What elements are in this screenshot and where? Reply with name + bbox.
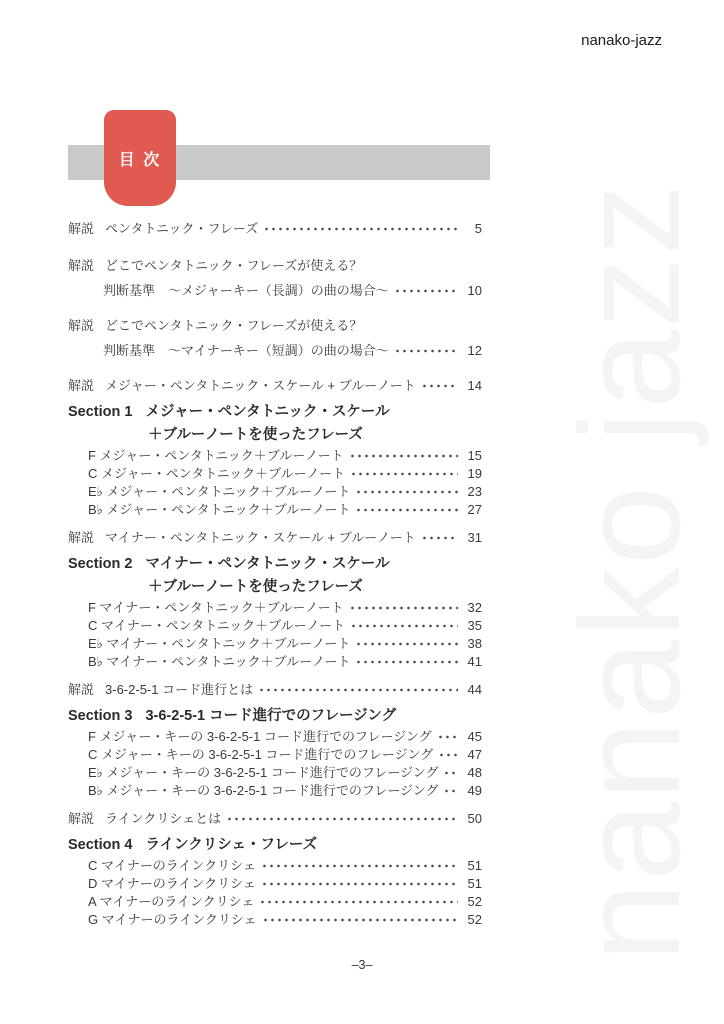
section-label: Section 4 <box>68 837 133 853</box>
entry-page-number: 50 <box>467 811 482 826</box>
toc-entry <box>68 653 482 671</box>
entry-title: F メジャー・キーの 3-6-2-5-1 コード進行でのフレージング <box>88 729 432 744</box>
entry-page-number: 27 <box>467 502 482 517</box>
section-label: Section 2 <box>68 556 133 572</box>
dot-leader <box>259 893 458 911</box>
entry-title: ペンタトニック・フレーズ <box>105 221 259 236</box>
toc-entry <box>68 501 482 519</box>
kaisetsu-label: 解説 <box>68 318 95 333</box>
toc-entry <box>68 635 482 653</box>
dot-leader <box>355 635 458 653</box>
entry-page-number: 5 <box>474 221 482 236</box>
dot-leader <box>355 653 458 671</box>
entry-title: メジャー・ペンタトニック・スケール + ブルーノート <box>105 378 416 393</box>
kaisetsu-label: 解説 <box>68 682 95 697</box>
toc-entry <box>68 835 482 855</box>
toc-entry <box>68 529 482 547</box>
dot-leader <box>355 483 458 501</box>
toc-entry <box>68 282 482 300</box>
toc-entry <box>68 728 482 746</box>
entry-page-number: 23 <box>467 484 482 499</box>
dot-leader <box>394 282 458 300</box>
entry-page-number: 52 <box>467 894 482 909</box>
entry-page-number: 41 <box>467 654 482 669</box>
entry-title: C マイナー・ペンタトニック＋ブルーノート <box>88 618 346 633</box>
entry-page-number: 45 <box>467 729 482 744</box>
entry-title: F マイナー・ペンタトニック＋ブルーノート <box>88 600 344 615</box>
toc-entry <box>68 402 482 422</box>
entry-title: ラインクリシェとは <box>105 811 222 826</box>
toc-entry <box>68 857 482 875</box>
toc-entry <box>68 893 482 911</box>
entry-title: D マイナーのラインクリシェ <box>88 876 256 891</box>
entry-page-number: 14 <box>467 378 482 393</box>
entry-page-number: 12 <box>467 343 482 358</box>
section-label: Section 1 <box>68 404 133 420</box>
dot-leader <box>443 764 458 782</box>
entry-title: 3-6-2-5-1 コード進行でのフレージング <box>145 708 397 724</box>
toc-entry <box>68 447 482 465</box>
toc-entry <box>68 782 482 800</box>
entry-title: 判断基準 〜メジャーキー（長調）の曲の場合〜 <box>103 283 389 298</box>
dot-leader <box>258 681 458 699</box>
toc-entry <box>68 810 482 828</box>
toc-entry <box>68 257 482 275</box>
kaisetsu-label: 解説 <box>68 221 95 236</box>
entry-page-number: 51 <box>467 858 482 873</box>
toc-entry <box>68 617 482 635</box>
entry-title: どこでペンタトニック・フレーズが使える？ <box>105 318 363 333</box>
dot-leader <box>438 746 458 764</box>
toc-entry <box>68 317 482 335</box>
toc-entry <box>68 425 482 445</box>
entry-title: E♭ マイナー・ペンタトニック＋ブルーノート <box>88 636 351 651</box>
kaisetsu-label: 解説 <box>68 530 95 545</box>
toc-entry <box>68 554 482 574</box>
toc-entry <box>68 377 482 395</box>
entry-title: A マイナーのラインクリシェ <box>88 894 255 909</box>
entry-page-number: 19 <box>467 466 482 481</box>
dot-leader <box>421 377 458 395</box>
entry-title: C メジャー・ペンタトニック＋ブルーノート <box>88 466 346 481</box>
entry-title: C マイナーのラインクリシェ <box>88 858 256 873</box>
toc-list <box>68 220 482 929</box>
entry-title: マイナー・ペンタトニック・スケール <box>145 556 390 572</box>
entry-page-number: 48 <box>467 765 482 780</box>
dot-leader <box>263 220 458 238</box>
dot-leader <box>437 728 458 746</box>
entry-title: B♭ メジャー・ペンタトニック＋ブルーノート <box>88 502 351 517</box>
dot-leader <box>262 911 458 929</box>
dot-leader <box>349 599 458 617</box>
entry-page-number: 51 <box>467 876 482 891</box>
kaisetsu-label: 解説 <box>68 378 95 393</box>
toc-entry <box>68 599 482 617</box>
entry-title: F メジャー・ペンタトニック＋ブルーノート <box>88 448 344 463</box>
entry-title: E♭ メジャー・ペンタトニック＋ブルーノート <box>88 484 351 499</box>
entry-title: B♭ マイナー・ペンタトニック＋ブルーノート <box>88 654 351 669</box>
dot-leader <box>261 875 458 893</box>
entry-page-number: 32 <box>467 600 482 615</box>
entry-title: 判断基準 〜マイナーキー（短調）の曲の場合〜 <box>103 343 389 358</box>
entry-page-number: 10 <box>467 283 482 298</box>
entry-page-number: 44 <box>467 682 482 697</box>
kaisetsu-label: 解説 <box>68 258 95 273</box>
section-label: Section 3 <box>68 708 133 724</box>
toc-entry <box>68 681 482 699</box>
entry-title: マイナー・ペンタトニック・スケール + ブルーノート <box>105 530 416 545</box>
dot-leader <box>350 465 458 483</box>
kaisetsu-label: 解説 <box>68 811 95 826</box>
dot-leader <box>350 617 458 635</box>
entry-title: どこでペンタトニック・フレーズが使える？ <box>105 258 363 273</box>
toc-entry <box>68 220 482 238</box>
dot-leader <box>226 810 458 828</box>
toc-entry <box>68 764 482 782</box>
entry-page-number: 52 <box>467 912 482 927</box>
dot-leader <box>421 529 458 547</box>
entry-page-number: 15 <box>467 448 482 463</box>
entry-title: ＋ブルーノートを使ったフレーズ <box>148 427 363 443</box>
entry-page-number: 49 <box>467 783 482 798</box>
toc-entry <box>68 465 482 483</box>
entry-title: ＋ブルーノートを使ったフレーズ <box>148 579 363 595</box>
entry-title: メジャー・ペンタトニック・スケール <box>145 404 390 420</box>
dot-leader <box>355 501 458 519</box>
brand-header: nanako-jazz <box>581 32 662 49</box>
toc-title-label: 目 次 <box>118 151 162 169</box>
toc-entry <box>68 911 482 929</box>
entry-title: ラインクリシェ・フレーズ <box>145 837 318 853</box>
entry-title: E♭ メジャー・キーの 3-6-2-5-1 コード進行でのフレージング <box>88 765 439 780</box>
entry-title: B♭ メジャー・キーの 3-6-2-5-1 コード進行でのフレージング <box>88 783 439 798</box>
entry-page-number: 31 <box>467 530 482 545</box>
toc-entry <box>68 483 482 501</box>
dot-leader <box>261 857 458 875</box>
toc-entry <box>68 342 482 360</box>
entry-page-number: 35 <box>467 618 482 633</box>
toc-entry <box>68 706 482 726</box>
page-number: –3– <box>351 958 373 972</box>
dot-leader <box>443 782 458 800</box>
entry-title: 3-6-2-5-1 コード進行とは <box>105 682 254 697</box>
toc-entry <box>68 577 482 597</box>
dot-leader <box>349 447 458 465</box>
entry-title: G マイナーのラインクリシェ <box>88 912 257 927</box>
entry-page-number: 47 <box>467 747 482 762</box>
dot-leader <box>394 342 458 360</box>
toc-entry <box>68 875 482 893</box>
toc-title-badge <box>104 110 176 206</box>
entry-title: C メジャー・キーの 3-6-2-5-1 コード進行でのフレージング <box>88 747 434 762</box>
background-watermark: nanako jazz <box>551 182 710 962</box>
toc-entry <box>68 746 482 764</box>
entry-page-number: 38 <box>467 636 482 651</box>
